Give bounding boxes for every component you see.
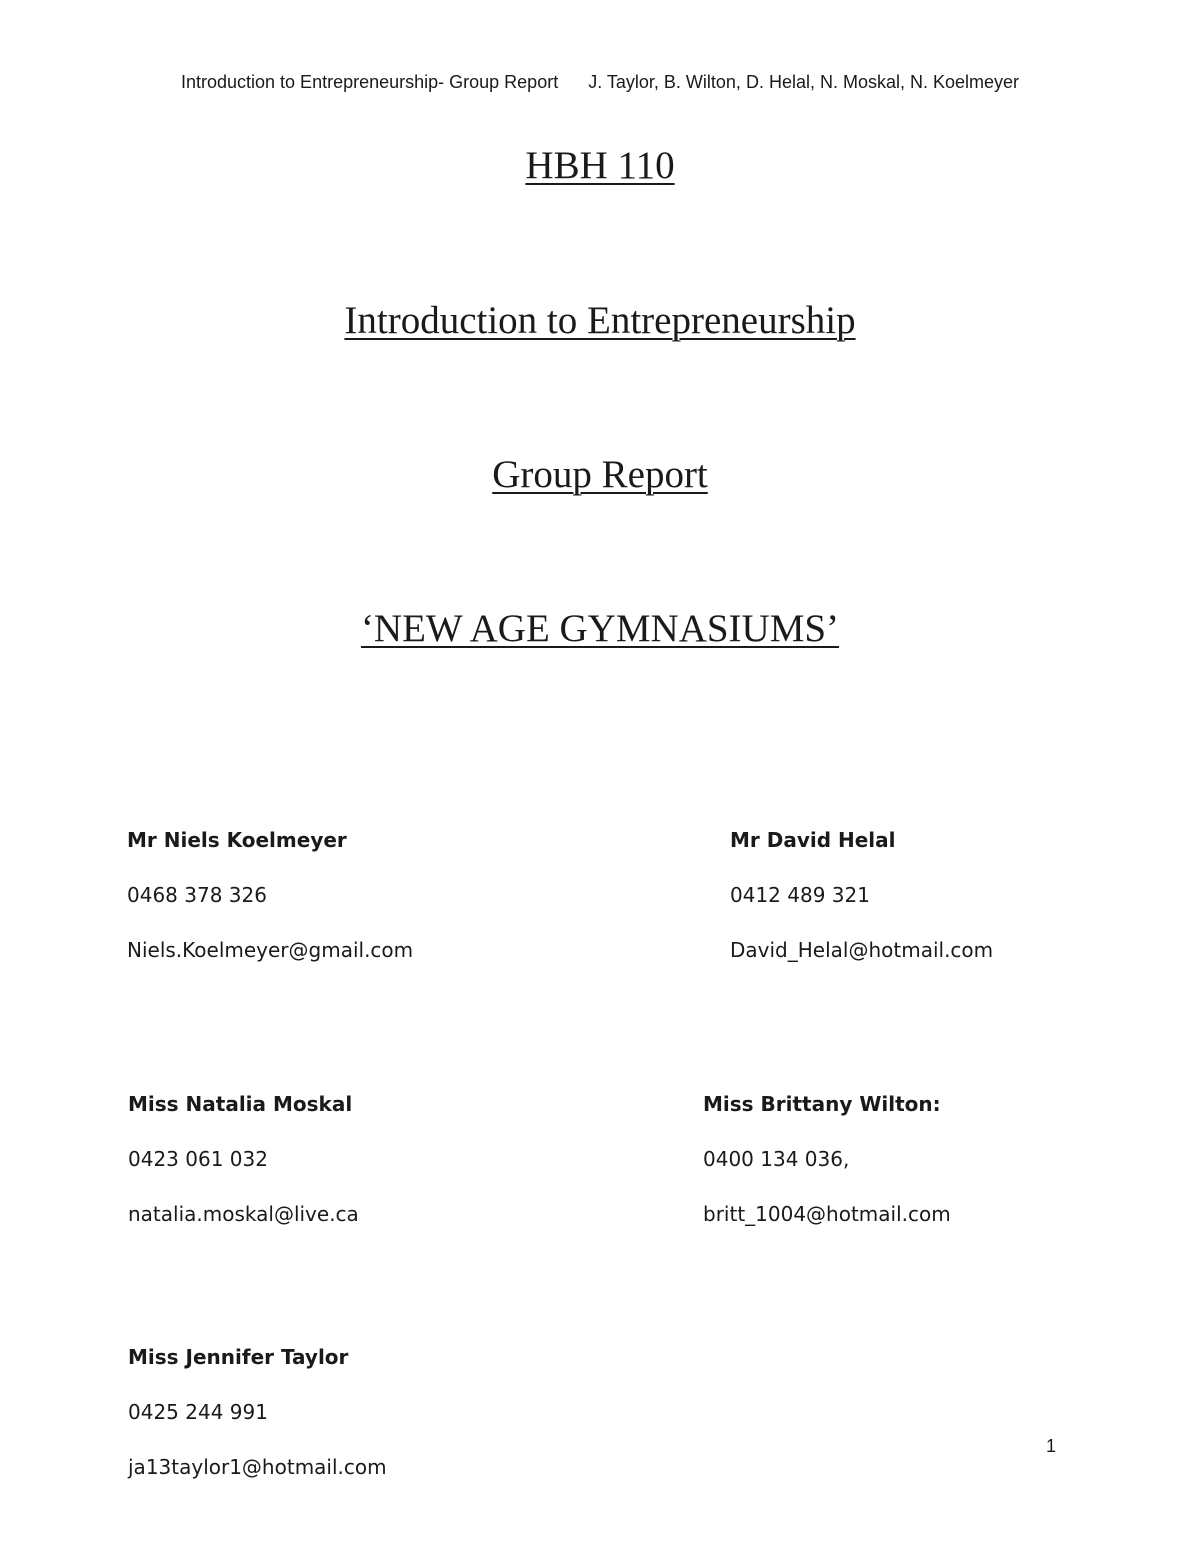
page-number: 1 (1046, 1436, 1057, 1456)
report-type-title: Group Report (492, 453, 708, 496)
contact-brittany-wilton (703, 1094, 951, 1224)
unit-code-title: HBH 110 (525, 144, 675, 187)
running-header (0, 72, 1200, 93)
contact-name: Miss Jennifer Taylor (128, 1345, 349, 1369)
contact-email: britt_1004@hotmail.com (703, 1202, 951, 1226)
contact-phone: 0425 244 991 (128, 1400, 268, 1424)
contact-name: Mr Niels Koelmeyer (127, 828, 347, 852)
contact-name: Miss Natalia Moskal (128, 1092, 353, 1116)
contact-email: natalia.moskal@live.ca (128, 1202, 359, 1226)
header-title: Introduction to Entrepreneurship- Group Report (180, 72, 559, 92)
project-name-title: ‘NEW AGE GYMNASIUMS’ (360, 607, 840, 650)
contact-natalia-moskal (128, 1094, 359, 1224)
contact-phone: 0400 134 036, (703, 1147, 850, 1171)
contact-name: Mr David Helal (730, 828, 896, 852)
contact-email: Niels.Koelmeyer@gmail.com (127, 938, 414, 962)
contact-email: David_Helal@hotmail.com (730, 938, 994, 962)
header-authors: J. Taylor, B. Wilton, D. Helal, N. Moskal, N. Koelmeyer (588, 72, 1020, 92)
contact-email: ja13taylor1@hotmail.com (128, 1455, 387, 1479)
contact-phone: 0423 061 032 (128, 1147, 268, 1171)
contact-phone: 0412 489 321 (730, 883, 870, 907)
unit-name-title: Introduction to Entrepreneurship (344, 299, 856, 342)
contact-phone: 0468 378 326 (127, 883, 267, 907)
contact-niels-koelmeyer (127, 830, 413, 960)
contact-name: Miss Brittany Wilton: (703, 1092, 941, 1116)
contact-jennifer-taylor (128, 1347, 387, 1477)
contact-david-helal (730, 830, 993, 960)
